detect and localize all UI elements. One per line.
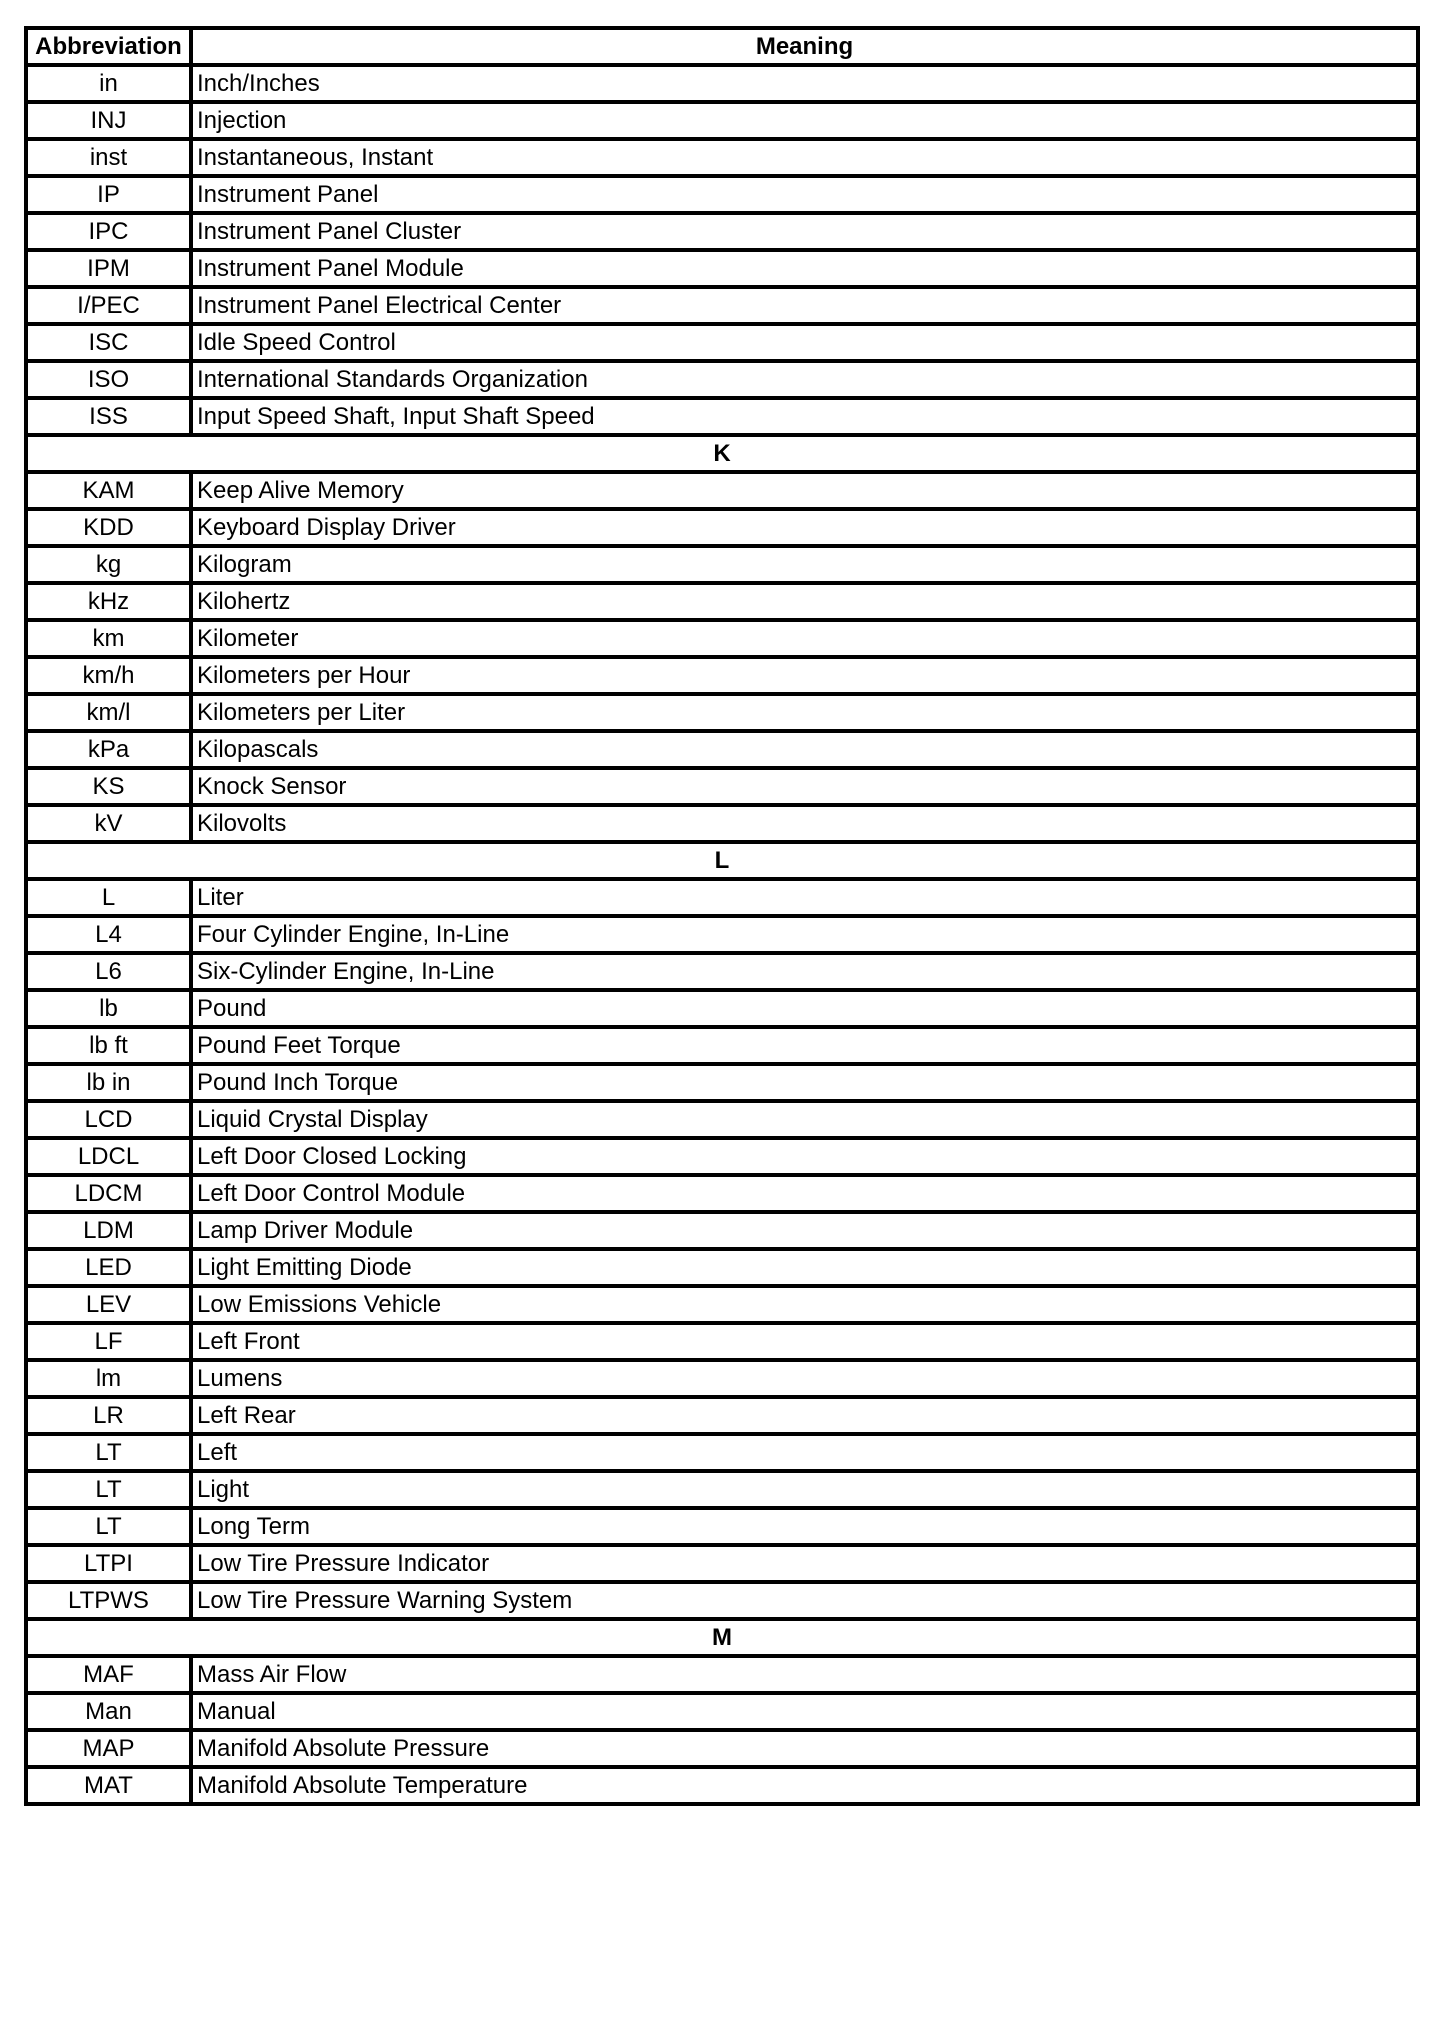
abbreviation-cell: km [26,620,191,657]
table-row [26,1730,1418,1767]
abbreviation-cell: km/h [26,657,191,694]
table-row [26,1434,1418,1471]
meaning-cell: Inch/Inches [191,65,1418,102]
table-row [26,176,1418,213]
table-row [26,916,1418,953]
table-row [26,694,1418,731]
abbreviation-cell: LR [26,1397,191,1434]
table-row [26,1212,1418,1249]
table-row [26,1027,1418,1064]
section-header-row [26,842,1418,879]
meaning-cell: Low Emissions Vehicle [191,1286,1418,1323]
abbreviation-cell: km/l [26,694,191,731]
abbreviation-cell: LT [26,1434,191,1471]
table-row [26,1582,1418,1619]
meaning-cell: Injection [191,102,1418,139]
abbreviation-cell: IPM [26,250,191,287]
meaning-cell: Kilometers per Hour [191,657,1418,694]
abbreviation-cell: KS [26,768,191,805]
abbreviation-cell: MAT [26,1767,191,1804]
table-row [26,1360,1418,1397]
abbreviation-cell: L6 [26,953,191,990]
table-row [26,768,1418,805]
meaning-cell: Kilohertz [191,583,1418,620]
meaning-cell: Light [191,1471,1418,1508]
table-row [26,620,1418,657]
meaning-cell: Manifold Absolute Temperature [191,1767,1418,1804]
meaning-cell: Long Term [191,1508,1418,1545]
meaning-cell: Keyboard Display Driver [191,509,1418,546]
meaning-cell: Six-Cylinder Engine, In-Line [191,953,1418,990]
abbreviation-cell: L4 [26,916,191,953]
meaning-cell: Left [191,1434,1418,1471]
meaning-column-header: Meaning [191,28,1418,65]
abbreviation-cell: kg [26,546,191,583]
meaning-cell: Liquid Crystal Display [191,1101,1418,1138]
table-row [26,1693,1418,1730]
abbreviation-cell: KAM [26,472,191,509]
abbreviation-cell: LCD [26,1101,191,1138]
abbreviation-cell: kPa [26,731,191,768]
abbreviation-column-header: Abbreviation [26,28,191,65]
table-row [26,1656,1418,1693]
table-row [26,953,1418,990]
meaning-cell: Low Tire Pressure Indicator [191,1545,1418,1582]
meaning-cell: International Standards Organization [191,361,1418,398]
section-letter: L [26,842,1418,879]
abbreviation-cell: inst [26,139,191,176]
abbreviation-cell: ISS [26,398,191,435]
table-row [26,361,1418,398]
abbreviation-cell: lb ft [26,1027,191,1064]
meaning-cell: Mass Air Flow [191,1656,1418,1693]
abbreviation-cell: in [26,65,191,102]
abbreviation-cell: IP [26,176,191,213]
meaning-cell: Instrument Panel Cluster [191,213,1418,250]
abbreviation-cell: Man [26,1693,191,1730]
abbreviation-cell: LEV [26,1286,191,1323]
abbreviation-cell: LT [26,1508,191,1545]
abbreviation-cell: LDCL [26,1138,191,1175]
meaning-cell: Liter [191,879,1418,916]
meaning-cell: Input Speed Shaft, Input Shaft Speed [191,398,1418,435]
table-row [26,1508,1418,1545]
section-header-row [26,1619,1418,1656]
abbreviation-cell: KDD [26,509,191,546]
table-row [26,287,1418,324]
table-row [26,657,1418,694]
meaning-cell: Left Rear [191,1397,1418,1434]
table-row [26,509,1418,546]
table-row [26,1471,1418,1508]
abbreviation-cell: ISO [26,361,191,398]
meaning-cell: Pound [191,990,1418,1027]
abbreviation-cell: lb [26,990,191,1027]
table-row [26,1397,1418,1434]
table-row [26,213,1418,250]
abbreviation-cell: MAF [26,1656,191,1693]
table-row [26,1767,1418,1804]
meaning-cell: Manifold Absolute Pressure [191,1730,1418,1767]
meaning-cell: Kilometers per Liter [191,694,1418,731]
table-row [26,1323,1418,1360]
table-row [26,1101,1418,1138]
table-header-row [26,28,1418,65]
abbreviation-cell: LDM [26,1212,191,1249]
meaning-cell: Kilopascals [191,731,1418,768]
meaning-cell: Kilovolts [191,805,1418,842]
table-row [26,250,1418,287]
meaning-cell: Low Tire Pressure Warning System [191,1582,1418,1619]
table-row [26,805,1418,842]
meaning-cell: Left Door Control Module [191,1175,1418,1212]
meaning-cell: Instrument Panel Electrical Center [191,287,1418,324]
meaning-cell: Kilometer [191,620,1418,657]
table-row [26,583,1418,620]
section-letter: M [26,1619,1418,1656]
table-row [26,1545,1418,1582]
meaning-cell: Left Door Closed Locking [191,1138,1418,1175]
abbreviation-cell: lm [26,1360,191,1397]
abbreviation-cell: LT [26,1471,191,1508]
meaning-cell: Light Emitting Diode [191,1249,1418,1286]
table-row [26,102,1418,139]
abbreviation-cell: LDCM [26,1175,191,1212]
abbreviation-cell: kHz [26,583,191,620]
table-row [26,879,1418,916]
meaning-cell: Four Cylinder Engine, In-Line [191,916,1418,953]
table-row [26,1249,1418,1286]
table-row [26,731,1418,768]
meaning-cell: Kilogram [191,546,1418,583]
abbreviation-cell: LTPI [26,1545,191,1582]
abbreviation-table [24,26,1420,1806]
meaning-cell: Manual [191,1693,1418,1730]
table-row [26,472,1418,509]
abbreviation-cell: LTPWS [26,1582,191,1619]
meaning-cell: Left Front [191,1323,1418,1360]
table-body [26,65,1418,1804]
abbreviation-cell: I/PEC [26,287,191,324]
table-row [26,1286,1418,1323]
meaning-cell: Instantaneous, Instant [191,139,1418,176]
abbreviation-cell: L [26,879,191,916]
meaning-cell: Lumens [191,1360,1418,1397]
table-row [26,139,1418,176]
meaning-cell: Knock Sensor [191,768,1418,805]
meaning-cell: Instrument Panel Module [191,250,1418,287]
abbreviation-cell: LED [26,1249,191,1286]
abbreviation-cell: INJ [26,102,191,139]
table-row [26,1138,1418,1175]
table-row [26,1064,1418,1101]
abbreviation-cell: ISC [26,324,191,361]
abbreviation-cell: IPC [26,213,191,250]
table-row [26,990,1418,1027]
meaning-cell: Pound Inch Torque [191,1064,1418,1101]
abbreviation-cell: kV [26,805,191,842]
meaning-cell: Pound Feet Torque [191,1027,1418,1064]
abbreviation-cell: LF [26,1323,191,1360]
meaning-cell: Idle Speed Control [191,324,1418,361]
section-header-row [26,435,1418,472]
meaning-cell: Keep Alive Memory [191,472,1418,509]
section-letter: K [26,435,1418,472]
table-row [26,1175,1418,1212]
meaning-cell: Instrument Panel [191,176,1418,213]
table-row [26,324,1418,361]
abbreviation-cell: lb in [26,1064,191,1101]
abbreviation-cell: MAP [26,1730,191,1767]
table-row [26,546,1418,583]
table-row [26,398,1418,435]
table-row [26,65,1418,102]
meaning-cell: Lamp Driver Module [191,1212,1418,1249]
